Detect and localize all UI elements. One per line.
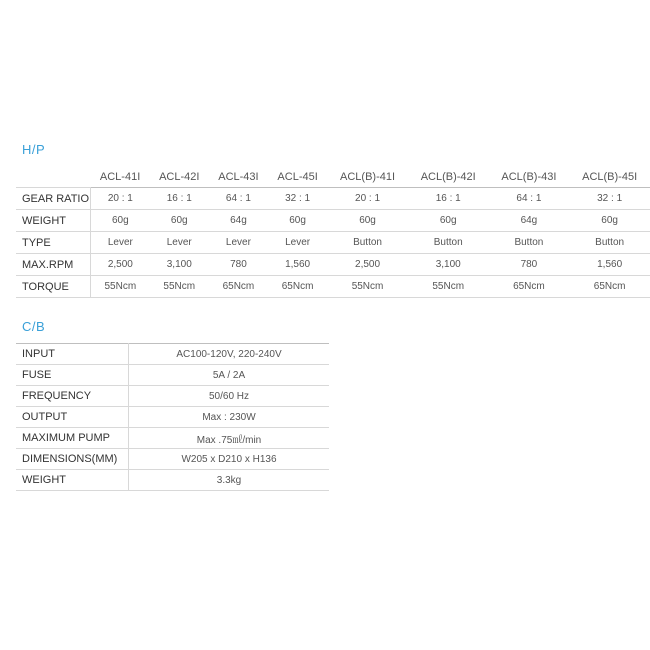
hp-cell: 2,500	[91, 254, 150, 276]
hp-cell: 3,100	[150, 254, 209, 276]
hp-cell: 65Ncm	[569, 276, 650, 298]
hp-cell: 60g	[408, 210, 489, 232]
hp-cell: 2,500	[327, 254, 408, 276]
cb-row-weight	[16, 470, 329, 491]
hp-model-header: ACL-45I	[268, 166, 327, 188]
hp-row-type	[16, 232, 650, 254]
hp-cell: 64g	[489, 210, 570, 232]
hp-cell: 60g	[150, 210, 209, 232]
hp-cell: 65Ncm	[209, 276, 268, 298]
cb-row-dimensions	[16, 449, 329, 470]
hp-row-label: TYPE	[16, 232, 91, 254]
hp-cell: Lever	[209, 232, 268, 254]
hp-cell: 65Ncm	[268, 276, 327, 298]
hp-model-header: ACL(B)-41I	[327, 166, 408, 188]
hp-model-header: ACL-42I	[150, 166, 209, 188]
cb-row-label: DIMENSIONS(MM)	[16, 449, 129, 470]
hp-cell: Lever	[268, 232, 327, 254]
hp-cell: 780	[489, 254, 570, 276]
hp-model-header: ACL-43I	[209, 166, 268, 188]
hp-cell: Button	[327, 232, 408, 254]
cb-cell: 5A / 2A	[129, 365, 330, 386]
hp-cell: Button	[569, 232, 650, 254]
cb-section-title: C/B	[22, 319, 46, 334]
cb-row-maximum-pump	[16, 428, 329, 449]
hp-row-label: GEAR RATIO	[16, 188, 91, 210]
hp-cell: 32 : 1	[268, 188, 327, 210]
cb-cell: 50/60 Hz	[129, 386, 330, 407]
hp-row-label: TORQUE	[16, 276, 91, 298]
hp-cell: 16 : 1	[408, 188, 489, 210]
hp-cell: 64 : 1	[489, 188, 570, 210]
hp-cell: 60g	[91, 210, 150, 232]
hp-cell: Lever	[150, 232, 209, 254]
cb-cell: AC100-120V, 220-240V	[129, 344, 330, 365]
cb-row-label: WEIGHT	[16, 470, 129, 491]
hp-cell: 64 : 1	[209, 188, 268, 210]
hp-cell: Lever	[91, 232, 150, 254]
hp-cell: 16 : 1	[150, 188, 209, 210]
hp-row-label: MAX.RPM	[16, 254, 91, 276]
hp-cell: Button	[408, 232, 489, 254]
hp-model-header: ACL(B)-43I	[489, 166, 570, 188]
hp-row-gear-ratio	[16, 188, 650, 210]
hp-cell: 1,560	[569, 254, 650, 276]
cb-row-frequency	[16, 386, 329, 407]
hp-row-label: WEIGHT	[16, 210, 91, 232]
hp-cell: 20 : 1	[91, 188, 150, 210]
hp-row-max-rpm	[16, 254, 650, 276]
cb-cell: 3.3kg	[129, 470, 330, 491]
hp-cell: 780	[209, 254, 268, 276]
hp-cell: 3,100	[408, 254, 489, 276]
hp-model-header: ACL(B)-45I	[569, 166, 650, 188]
cb-spec-table	[16, 343, 329, 491]
hp-header-row	[16, 166, 650, 188]
hp-cell: 65Ncm	[489, 276, 570, 298]
cb-cell: Max : 230W	[129, 407, 330, 428]
hp-cell: 55Ncm	[408, 276, 489, 298]
hp-cell: 55Ncm	[327, 276, 408, 298]
hp-cell: 32 : 1	[569, 188, 650, 210]
hp-section-title: H/P	[22, 142, 46, 157]
cb-row-label: MAXIMUM PUMP	[16, 428, 129, 449]
hp-cell: 1,560	[268, 254, 327, 276]
cb-row-label: INPUT	[16, 344, 129, 365]
cb-cell: W205 x D210 x H136	[129, 449, 330, 470]
cb-cell: Max .75㎖/min	[129, 428, 330, 449]
cb-row-label: OUTPUT	[16, 407, 129, 428]
hp-cell: 60g	[569, 210, 650, 232]
hp-cell: 60g	[268, 210, 327, 232]
hp-cell: 60g	[327, 210, 408, 232]
cb-row-input	[16, 344, 329, 365]
hp-cell: 64g	[209, 210, 268, 232]
cb-row-label: FUSE	[16, 365, 129, 386]
hp-cell: 20 : 1	[327, 188, 408, 210]
hp-row-torque	[16, 276, 650, 298]
hp-cell: 55Ncm	[150, 276, 209, 298]
hp-model-header: ACL-41I	[91, 166, 150, 188]
cb-row-fuse	[16, 365, 329, 386]
hp-cell: Button	[489, 232, 570, 254]
hp-row-weight	[16, 210, 650, 232]
cb-row-label: FREQUENCY	[16, 386, 129, 407]
cb-row-output	[16, 407, 329, 428]
hp-model-header: ACL(B)-42I	[408, 166, 489, 188]
hp-header-corner	[16, 166, 91, 188]
hp-spec-table	[16, 166, 650, 298]
hp-cell: 55Ncm	[91, 276, 150, 298]
